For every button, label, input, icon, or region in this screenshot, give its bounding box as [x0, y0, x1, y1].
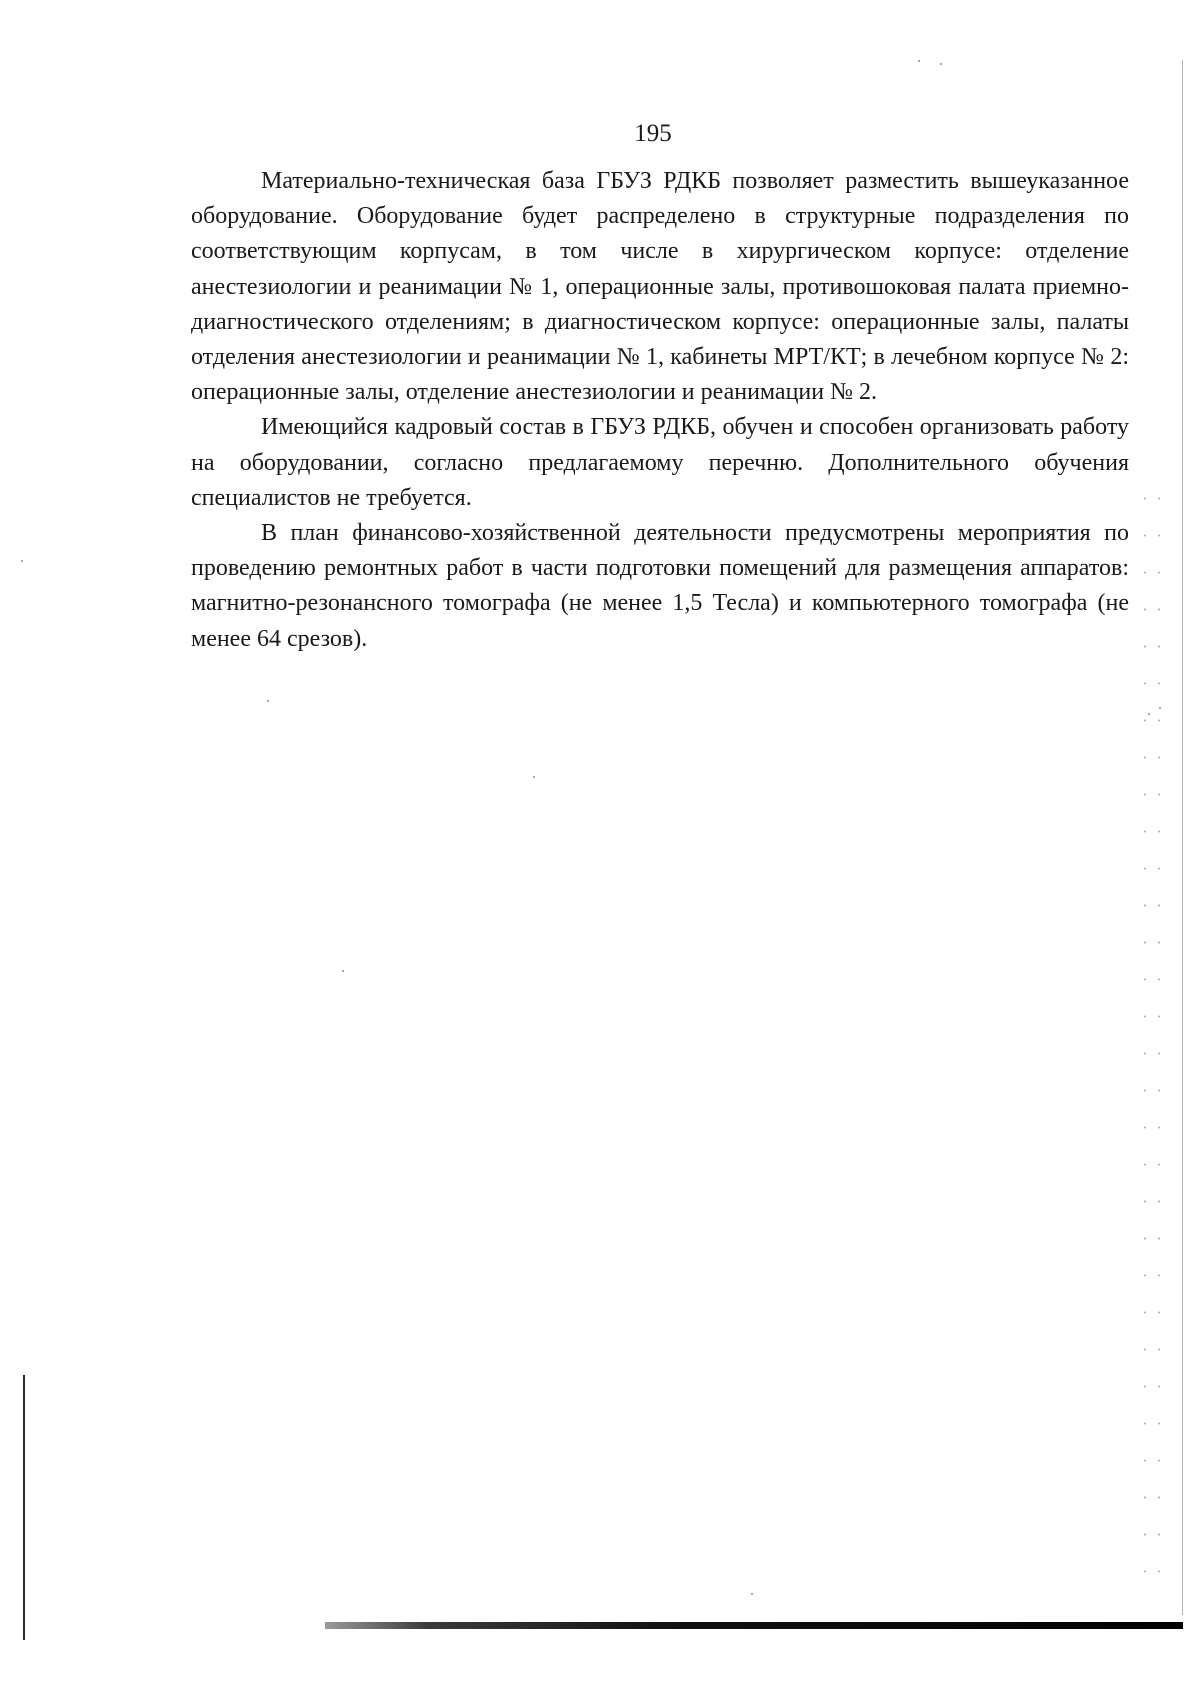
page-number: 195	[634, 120, 672, 147]
scan-speck	[940, 63, 942, 65]
paragraph-repair-works: В план финансово-хозяйственной деятельности предусмотрены мероприятия по проведению ремонтных работ в части подготовки помещений для размещения аппаратов: магнитно-резонансного томографа (не менее 1,5 Тесла) и компьютерного томографа (не менее 64 срезов).	[191, 520, 1129, 652]
scan-speck	[751, 1593, 753, 1595]
scan-speck	[533, 776, 535, 778]
scan-edge-bottom	[325, 1622, 1183, 1629]
paragraph-staff: Имеющийся кадровый состав в ГБУЗ РДКБ, обучен и способен организовать работу на оборудовании, согласно предлагаемому перечню. Дополнительного обучения специалистов не требуется.	[191, 414, 1129, 511]
paragraph-equipment-placement: Материально-техническая база ГБУЗ РДКБ позволяет разместить вышеуказанное оборудование. Оборудование будет распределено в структурные подразделения по соответствующим корпусам, в том числе в хирургическом корпусе: отделение анестезиологии и реанимации № 1, операционные залы, противошоковая палата приемно-диагностического отделениям; в диагностическом корпусе: операционные залы, палаты отделения анестезиологии и реанимации № 1, кабинеты МРТ/КТ; в лечебном корпусе № 2: операционные залы, отделение анестезиологии и реанимации № 2.	[191, 168, 1129, 406]
scan-edge-right	[1182, 60, 1183, 1615]
scan-speck	[1159, 707, 1161, 709]
scan-speck	[1148, 713, 1150, 715]
scan-edge-left	[23, 1375, 25, 1640]
scan-noise	[1138, 480, 1166, 1600]
scan-speck	[342, 970, 344, 972]
scan-speck	[918, 60, 920, 62]
scan-speck	[267, 700, 269, 702]
scan-speck	[21, 560, 23, 562]
body-text	[191, 164, 1129, 657]
